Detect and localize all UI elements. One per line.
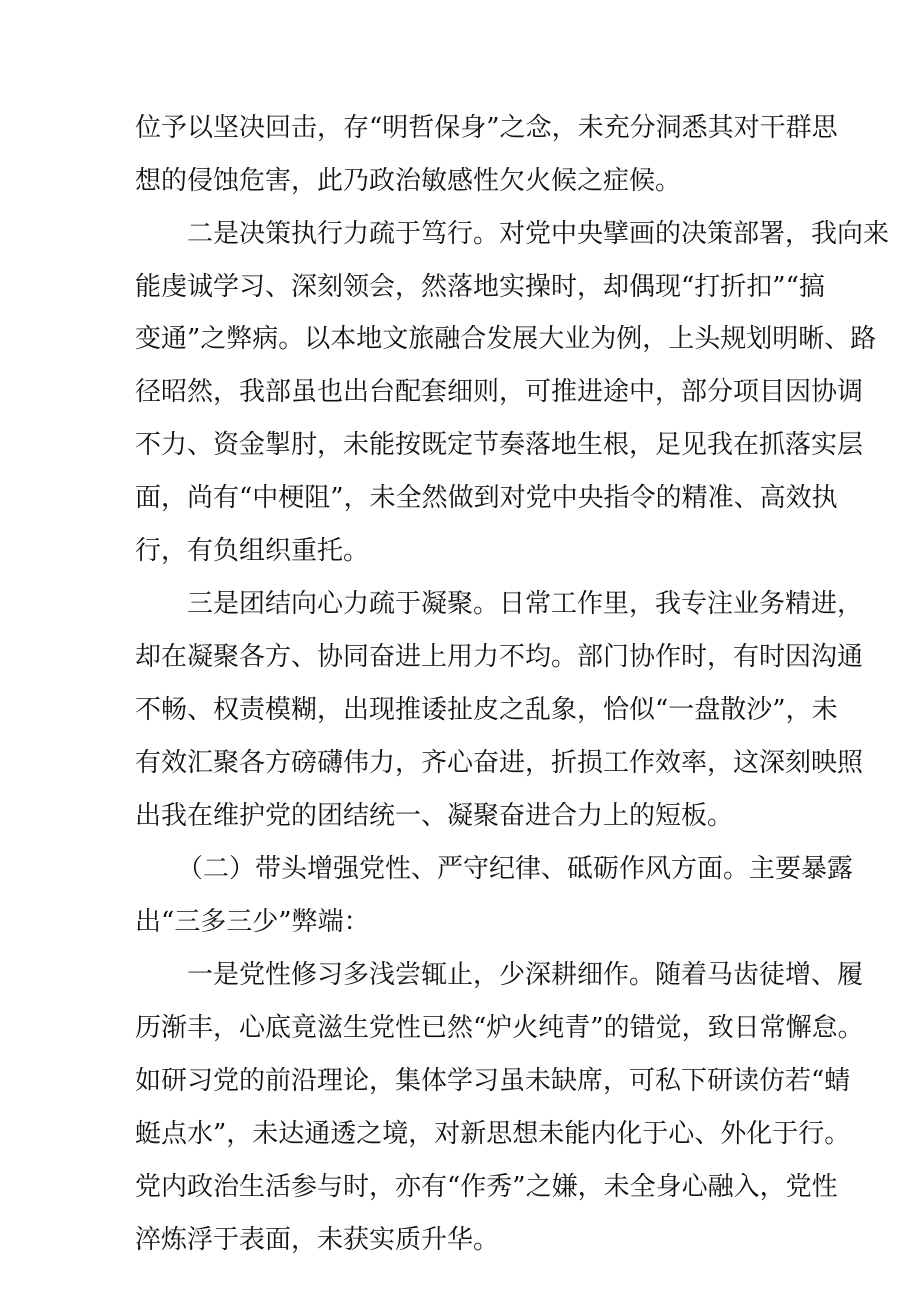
text-line: 不畅、权责模糊，出现推诿扯皮之乱象，恰似“一盘散沙”，未: [135, 695, 838, 725]
text-line: 出我在维护党的团结统一、凝聚奋进合力上的短板。: [135, 801, 734, 831]
text-line: 却在凝聚各方、协同奋进上用力不均。部门协作时，有时因沟通: [135, 642, 864, 672]
text-line: 蜓点水”，未达通透之境，对新思想未能内化于心、外化于行。: [135, 1119, 851, 1149]
text-line: 二是决策执行力疏于笃行。对党中央擘画的决策部署，我向来: [187, 219, 890, 249]
text-line: 历渐丰，心底竟滋生党性已然“炉火纯青”的错觉，致日常懈怠。: [135, 1013, 864, 1043]
text-line: 行，有负组织重托。: [135, 536, 370, 566]
section-heading-line: 出“三多三少”弊端：: [135, 907, 370, 937]
text-line: 径昭然，我部虽也出台配套细则，可推进途中，部分项目因协调: [135, 377, 864, 407]
text-line: 三是团结向心力疏于凝聚。日常工作里，我专注业务精进，: [187, 589, 864, 619]
text-line: 党内政治生活参与时，亦有“作秀”之嫌，未全身心融入，党性: [135, 1172, 838, 1202]
text-line: 淬炼浮于表面，未获实质升华。: [135, 1225, 500, 1255]
text-line: 面，尚有“中梗阻”，未全然做到对党中央指令的精准、高效执: [135, 483, 838, 513]
text-line: 有效汇聚各方磅礴伟力，齐心奋进，折损工作效率，这深刻映照: [135, 748, 864, 778]
text-line: 变通”之弊病。以本地文旅融合发展大业为例，上头规划明晰、路: [135, 324, 877, 354]
section-heading-line: （二）带头增强党性、严守纪律、砥砺作风方面。主要暴露: [177, 854, 854, 884]
text-line: 想的侵蚀危害，此乃政治敏感性欠火候之症候。: [135, 166, 682, 196]
text-line: 能虔诚学习、深刻领会，然落地实操时，却偶现“打折扣”“搞: [135, 272, 825, 302]
text-line: 不力、资金掣肘，未能按既定节奏落地生根，足见我在抓落实层: [135, 430, 864, 460]
text-line: 位予以坚决回击，存“明哲保身”之念，未充分洞悉其对干群思: [135, 113, 838, 143]
text-line: 一是党性修习多浅尝辄止，少深耕细作。随着马齿徒增、履: [187, 960, 864, 990]
text-line: 如研习党的前沿理论，集体学习虽未缺席，可私下研读仿若“蜻: [135, 1066, 851, 1096]
